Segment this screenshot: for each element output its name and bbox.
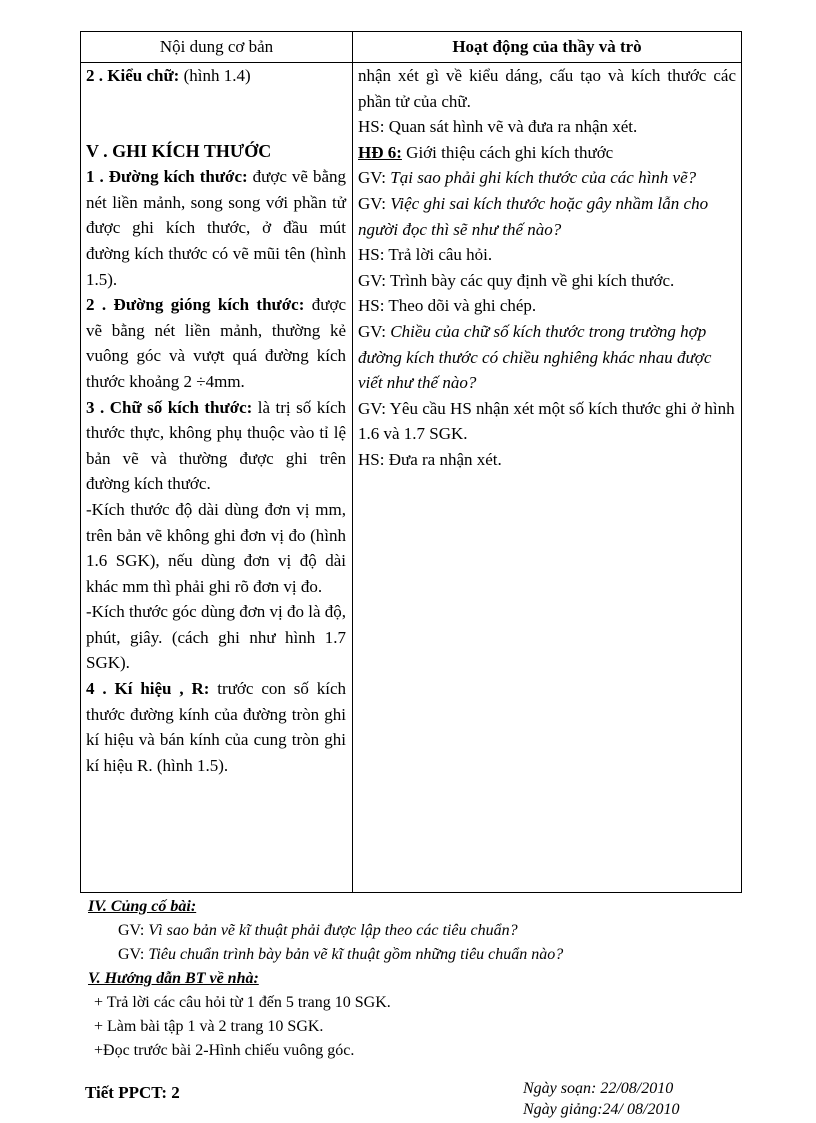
gv-question-text: Tại sao phải ghi kích thước của các hình vẽ? [390, 168, 697, 188]
huong-dan-item-1: + Trả lời các câu hỏi từ 1 đến 5 trang 10 SGK. [94, 994, 391, 1011]
paragraph-kich-thuoc-goc: -Kích thước góc dùng đơn vị đo là độ, phút, giây. (cách ghi như hình 1.7 SGK). [86, 602, 346, 673]
gv-label: GV: [118, 946, 149, 963]
header-right: Hoạt động của thầy và trò [452, 37, 642, 56]
cung-co-q1 [88, 919, 788, 943]
question-text: Vì sao bản vẽ kĩ thuật phải được lập theo các tiêu chuẩn? [148, 922, 518, 939]
gv-question-text: Chiều của chữ số kích thước trong trường hợp đường kích thước có chiều nghiêng khác nhau được viết như thế nào? [358, 321, 712, 393]
paragraph-text: được vẽ bằng nét liền mảnh, song song với phần tử được ghi kích thước, ở đầu mút đường kích thước có vẽ mũi tên (hình 1.5). [86, 167, 347, 289]
cung-co-title: IV. Củng cố bài: [88, 898, 197, 915]
tiet-ppct: Tiết PPCT: 2 [85, 1083, 180, 1102]
gv-label: GV: [358, 193, 391, 213]
huong-dan-item-2: + Làm bài tập 1 và 2 trang 10 SGK. [94, 1018, 324, 1035]
paragraph-label: 4 . Kí hiệu , R: [86, 679, 210, 699]
right-column [358, 63, 736, 473]
right-line-6: GV: Yêu cầu HS nhận xét một số kích thước ghi ở hình 1.6 và 1.7 SGK. [358, 398, 735, 444]
huong-dan-item-3: +Đọc trước bài 2-Hình chiếu vuông góc. [94, 1042, 355, 1059]
paragraph-kich-thuoc-do-dai: -Kích thước độ dài dùng đơn vị mm, trên bản vẽ không ghi đơn vị đo (hình 1.6 SGK), nếu dùng đơn vị độ dài khác mm thì phải ghi rõ đơn vị đo. [86, 499, 346, 596]
gv-question-3 [358, 319, 736, 396]
ngay-giang: Ngày giảng:24/ 08/2010 [523, 1101, 680, 1118]
paragraph-text: trước con số kích thước đường kính của đường tròn ghi kí hiệu và bán kính của cung tròn ghi kí hiệu R. (hình 1.5). [86, 679, 346, 775]
hd6-line [358, 140, 736, 166]
paragraph-text: là trị số kích thước thực, không phụ thuộc vào tỉ lệ bản vẽ và thường được ghi trên đường kích thước. [86, 397, 346, 494]
after-table-section [88, 895, 788, 1063]
hd6-text: Giới thiệu cách ghi kích thước [401, 142, 614, 162]
left-column [86, 63, 346, 778]
header-left: Nội dung cơ bản [159, 37, 274, 56]
kieu-chu-line [86, 63, 346, 89]
paragraph-ki-hieu [86, 676, 346, 778]
right-line-5: HS: Theo dõi và ghi chép. [358, 296, 537, 316]
gv-label: GV: [118, 922, 149, 939]
gv-question-text: Việc ghi sai kích thước hoặc gây nhầm lẫn cho người đọc thì sẽ như thế nào? [358, 193, 709, 239]
cung-co-q2 [88, 943, 788, 967]
right-line-1: nhận xét gì về kiểu dáng, cấu tạo và kích thước các phần tử của chữ. [358, 66, 736, 111]
question-text: Tiêu chuẩn trình bày bản vẽ kĩ thuật gồm những tiêu chuẩn nào? [148, 946, 564, 963]
gv-label: GV: [358, 321, 391, 341]
column-divider [352, 32, 353, 892]
right-line-2: HS: Quan sát hình vẽ và đưa ra nhận xét. [358, 117, 638, 137]
paragraph-chu-so [86, 395, 346, 497]
paragraph-label: 3 . Chữ số kích thước: [86, 397, 253, 417]
right-line-7: HS: Đưa ra nhận xét. [358, 449, 502, 469]
lesson-table [80, 31, 742, 893]
dates-block [523, 1078, 679, 1120]
kieu-chu-text: (hình 1.4) [179, 66, 251, 85]
gv-question-2 [358, 191, 736, 242]
gv-question-1 [358, 165, 736, 191]
paragraph-duong-kich-thuoc [86, 164, 346, 292]
paragraph-label: 1 . Đường kích thước: [86, 167, 248, 187]
kieu-chu-label: 2 . Kiểu chữ: [86, 66, 180, 85]
hd6-label: HĐ 6: [358, 142, 402, 162]
section-v-heading: V . GHI KÍCH THƯỚC [86, 140, 272, 161]
paragraph-text: được vẽ bằng nét liền mảnh, thường kẻ vuông góc và vượt quá đường kích thước khoảng 2 ÷4mm. [86, 295, 347, 391]
right-line-3: HS: Trả lời câu hỏi. [358, 245, 493, 265]
paragraph-duong-giong [86, 292, 346, 394]
ngay-soan: Ngày soạn: 22/08/2010 [523, 1080, 674, 1097]
gv-label: GV: [358, 168, 391, 188]
paragraph-label: 2 . Đường gióng kích thước: [86, 295, 305, 315]
huong-dan-title: V. Hướng dẫn BT về nhà: [88, 970, 259, 987]
right-line-4: GV: Trình bày các quy định về ghi kích thước. [358, 270, 675, 290]
